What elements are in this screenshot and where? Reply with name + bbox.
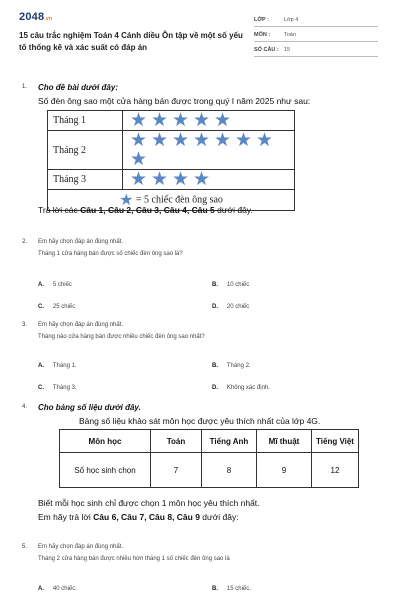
- note-line: Biết mỗi học sinh chỉ được chọn 1 môn học yêu thích nhất.: [38, 498, 260, 508]
- pictograph-row: [48, 111, 295, 131]
- answer-option-b[interactable]: [212, 354, 251, 372]
- answer-option-c[interactable]: [38, 295, 75, 313]
- value-cell: 8: [202, 453, 257, 488]
- answer-option-a[interactable]: [38, 273, 72, 291]
- option-letter: A.: [38, 282, 44, 288]
- instruction-line: [38, 512, 239, 522]
- star-icon: ★: [192, 169, 211, 190]
- instruction-line: [38, 205, 253, 215]
- star-cell: [123, 170, 295, 190]
- option-text: Không xác định.: [226, 385, 270, 391]
- star-icon: ★: [171, 110, 190, 131]
- header-cell: Tiếng Anh: [202, 430, 257, 453]
- info-label-class: LỚP :: [254, 17, 269, 23]
- logo-domain: .vn: [44, 16, 53, 22]
- question-number: 3.: [22, 322, 28, 328]
- star-icon: ★: [150, 130, 169, 151]
- option-letter: C.: [38, 304, 44, 310]
- info-value-subject: Toán: [284, 32, 296, 38]
- table-row: [60, 453, 359, 488]
- page-title: 15 câu trắc nghiệm Toán 4 Cánh diều Ôn tập về một số yếu tố thống kê và xác suất có đáp án: [19, 31, 243, 52]
- value-cell: 12: [312, 453, 359, 488]
- row-label: Tháng 1: [48, 111, 123, 131]
- option-text: Tháng 2.: [226, 363, 251, 369]
- pictograph-row: [48, 170, 295, 190]
- info-label-subject: MÔN :: [254, 32, 271, 38]
- option-letter: B.: [212, 363, 218, 369]
- info-value-count: 15: [284, 47, 291, 53]
- value-cell: 9: [257, 453, 312, 488]
- answer-option-a[interactable]: [38, 577, 77, 595]
- legend-text: = 5 chiếc đèn ông sao: [135, 194, 223, 206]
- row-label-cell: Số học sinh chọn: [60, 453, 151, 488]
- site-logo[interactable]: [19, 11, 52, 23]
- option-letter: C.: [38, 385, 44, 391]
- option-text: 20 chiếc: [226, 304, 250, 310]
- instruction-suffix: dưới đây.: [214, 205, 253, 215]
- star-icon: ★: [255, 130, 274, 151]
- header-cell: Mĩ thuật: [257, 430, 312, 453]
- star-cell: [123, 131, 295, 170]
- star-icon: ★: [129, 149, 148, 170]
- option-text: 5 chiếc: [52, 282, 72, 288]
- answer-option-b[interactable]: [212, 273, 249, 291]
- question-text: Tháng 1 cửa hàng bán được số chiếc đèn ông sao là?: [38, 251, 183, 257]
- instruction-prefix: Trả lời các: [38, 205, 81, 215]
- header-cell: Tiếng Việt: [312, 430, 359, 453]
- logo-text: 2048: [19, 11, 45, 23]
- question-prompt: Em hãy chọn đáp án đúng nhất.: [38, 239, 124, 245]
- option-letter: A.: [38, 363, 44, 369]
- instruction-prefix: Em hãy trả lời: [38, 512, 94, 522]
- option-letter: A.: [38, 586, 44, 592]
- question-number: 1.: [22, 84, 28, 90]
- instruction-items: Câu 1, Câu 2, Câu 3, Câu 4, Câu 5: [80, 205, 215, 215]
- star-icon: ★: [129, 130, 148, 151]
- option-text: 40 chiếc.: [52, 586, 77, 592]
- question-text: Tháng 2 cửa hàng bán được nhiều hơn tháng 1 số chiếc đèn ông sao là: [38, 556, 230, 562]
- info-divider: [254, 26, 378, 27]
- option-letter: D.: [212, 304, 218, 310]
- answer-option-c[interactable]: [38, 376, 77, 394]
- info-value-class: Lớp 4: [284, 17, 299, 23]
- header-cell: Môn học: [60, 430, 151, 453]
- answer-option-d[interactable]: [212, 295, 249, 313]
- info-divider: [254, 56, 378, 57]
- star-icon: ★: [192, 130, 211, 151]
- star-icon: ★: [129, 169, 148, 190]
- row-label: Tháng 2: [48, 131, 123, 170]
- instruction-items: Câu 6, Câu 7, Câu 8, Câu 9: [93, 512, 200, 522]
- option-text: 15 chiếc.: [226, 586, 251, 592]
- instruction-suffix: dưới đây:: [199, 512, 239, 522]
- star-icon: ★: [213, 110, 232, 131]
- question-number: 5.: [22, 544, 28, 550]
- option-text: 10 chiếc: [226, 282, 250, 288]
- star-icon: ★: [234, 130, 253, 151]
- question-text: Tháng nào cửa hàng bán được nhiều chiếc đèn ông sao nhất?: [38, 334, 205, 340]
- star-icon: ★: [171, 169, 190, 190]
- question-number: 4.: [22, 404, 28, 410]
- row-label: Tháng 3: [48, 170, 123, 190]
- question-number: 2.: [22, 239, 28, 245]
- star-icon: ★: [171, 130, 190, 151]
- question-prompt: Em hãy chọn đáp án đúng nhất.: [38, 544, 124, 550]
- table-caption: Bảng số liệu khảo sát môn học được yêu thích nhất của lớp 4G.: [79, 416, 321, 426]
- question-heading: Cho bảng số liệu dưới đây.: [38, 403, 141, 412]
- answer-option-a[interactable]: [38, 354, 77, 372]
- option-letter: D.: [212, 385, 218, 391]
- star-icon: ★: [119, 192, 134, 209]
- star-icon: ★: [192, 110, 211, 131]
- answer-option-b[interactable]: [212, 577, 251, 595]
- info-divider: [254, 41, 378, 42]
- star-cell: [123, 111, 295, 131]
- question-text: Số đèn ông sao một cửa hàng bán được trong quý I năm 2025 như sau:: [38, 96, 311, 106]
- subject-table: [59, 429, 359, 488]
- info-label-count: SỐ CÂU :: [254, 47, 279, 53]
- pictograph-table: [47, 110, 295, 211]
- question-heading: Cho đề bài dưới đây:: [38, 83, 118, 92]
- star-icon: ★: [150, 169, 169, 190]
- value-cell: 7: [151, 453, 202, 488]
- option-letter: B.: [212, 282, 218, 288]
- option-text: Tháng 3.: [52, 385, 77, 391]
- star-icon: ★: [129, 110, 148, 131]
- option-text: Tháng 1.: [52, 363, 77, 369]
- pictograph-row: [48, 131, 295, 170]
- star-icon: ★: [150, 110, 169, 131]
- table-header-row: [60, 430, 359, 453]
- answer-option-d[interactable]: [212, 376, 270, 394]
- option-text: 25 chiếc: [52, 304, 76, 310]
- header-cell: Toán: [151, 430, 202, 453]
- question-prompt: Em hãy chọn đáp án đúng nhất.: [38, 322, 124, 328]
- option-letter: B.: [212, 586, 218, 592]
- star-icon: ★: [213, 130, 232, 151]
